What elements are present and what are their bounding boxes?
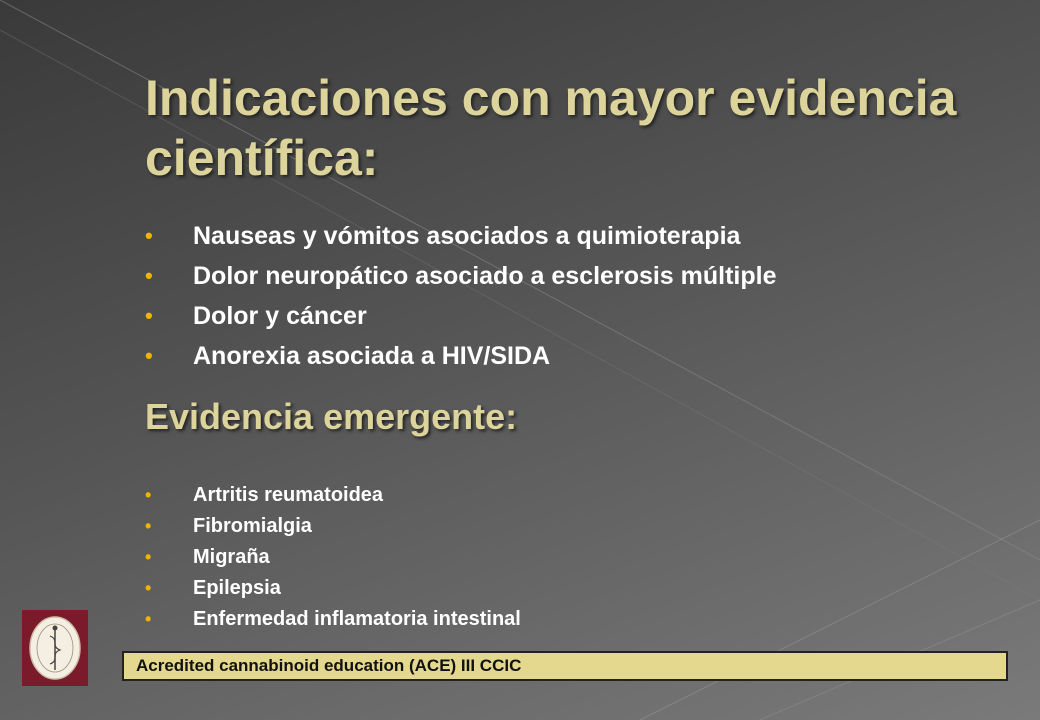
list-item-label: Nauseas y vómitos asociados a quimioterapia: [193, 222, 741, 250]
list-item-label: Fibromialgia: [193, 515, 312, 537]
list-item: [145, 573, 521, 604]
bullet-icon: •: [145, 485, 152, 505]
footer-banner: Acredited cannabinoid education (ACE) III CCIC: [122, 651, 1008, 681]
bullet-icon: •: [145, 516, 152, 536]
bullet-icon: •: [145, 609, 152, 629]
bullet-icon: •: [145, 547, 152, 567]
slide-title: Indicaciones con mayor evidencia científica:: [145, 70, 957, 186]
list-item: [145, 604, 521, 635]
list-item: [145, 511, 521, 542]
bullet-icon: •: [145, 578, 152, 598]
list-item-label: Migraña: [193, 546, 270, 568]
list-item: [145, 256, 777, 296]
list-item-label: Epilepsia: [193, 577, 281, 599]
list-item-label: Dolor neuropático asociado a esclerosis múltiple: [193, 262, 777, 290]
primary-indications-list: [145, 216, 777, 376]
list-item-label: Anorexia asociada a HIV/SIDA: [193, 342, 551, 370]
bullet-icon: •: [145, 263, 153, 288]
section-subtitle: Evidencia emergente:: [145, 396, 518, 437]
list-item: [145, 216, 777, 256]
list-item-label: Artritis reumatoidea: [193, 484, 384, 506]
list-item: [145, 336, 777, 376]
emerging-evidence-list: [145, 480, 521, 635]
list-item: [145, 480, 521, 511]
list-item: [145, 542, 521, 573]
bullet-icon: •: [145, 303, 153, 328]
list-item-label: Dolor y cáncer: [193, 302, 367, 330]
medical-seal-icon: [26, 614, 84, 682]
list-item-label: Enfermedad inflamatoria intestinal: [193, 608, 521, 630]
list-item: [145, 296, 777, 336]
bullet-icon: •: [145, 343, 153, 368]
logo: [22, 610, 88, 686]
bullet-icon: •: [145, 223, 153, 248]
